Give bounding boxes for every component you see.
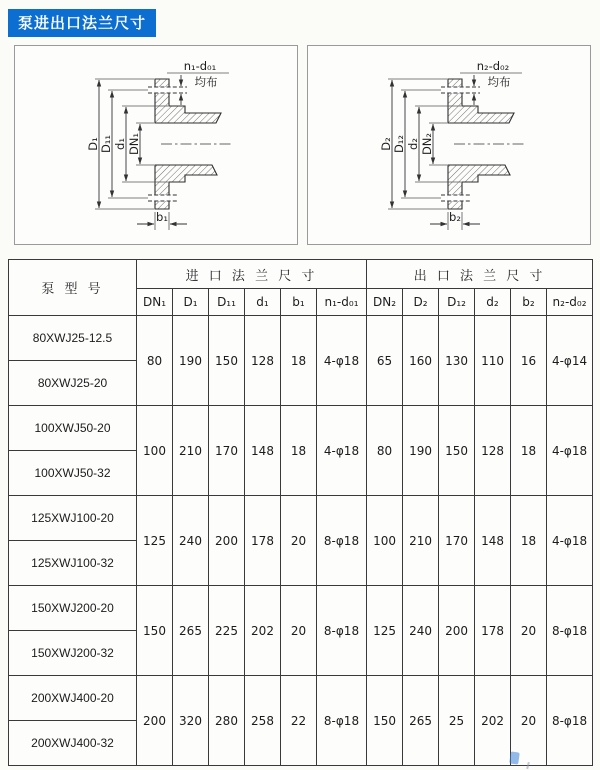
value-cell: 100 [367, 496, 403, 586]
value-cell: 65 [367, 316, 403, 406]
value-cell: 202 [245, 586, 281, 676]
inlet-diagram-box [14, 45, 298, 245]
label-outer-diameter: D₁ [86, 137, 100, 151]
diagram-row [14, 45, 592, 245]
value-cell: 210 [173, 406, 209, 496]
flange-section [441, 79, 524, 209]
table-row [9, 406, 593, 451]
value-cell: 8-φ18 [317, 496, 367, 586]
flange-section [148, 79, 231, 209]
value-cell: 200 [137, 676, 173, 766]
value-cell: 8-φ18 [317, 676, 367, 766]
label-bore-diameter: DN₁ [127, 132, 141, 156]
value-cell: 280 [209, 676, 245, 766]
value-cell: 8-φ18 [317, 586, 367, 676]
model-cell: 200XWJ400-20 [9, 676, 137, 721]
value-cell: 16 [511, 316, 547, 406]
model-cell: 125XWJ100-32 [9, 541, 137, 586]
table-row [9, 676, 593, 721]
value-cell: 150 [137, 586, 173, 676]
bolt-hole-top [154, 87, 169, 93]
column-header: b₂ [511, 289, 547, 316]
label-bolt-circle-diameter: D₁₁ [99, 134, 113, 154]
value-cell: 265 [173, 586, 209, 676]
value-cell: 150 [209, 316, 245, 406]
value-cell: 18 [281, 406, 317, 496]
scan-watermark [509, 751, 520, 764]
column-header: d₂ [475, 289, 511, 316]
label-thickness: b₁ [156, 210, 168, 224]
value-cell: 200 [209, 496, 245, 586]
value-cell: 170 [209, 406, 245, 496]
value-cell: 20 [511, 586, 547, 676]
page-title: 泵进出口法兰尺寸 [8, 9, 156, 37]
column-header: d₁ [245, 289, 281, 316]
value-cell: 320 [173, 676, 209, 766]
flange-dimension-table [8, 259, 593, 766]
value-cell: 8-φ18 [547, 586, 593, 676]
label-spacing-note: 均布 [487, 75, 511, 89]
value-cell: 128 [245, 316, 281, 406]
value-cell: 130 [439, 316, 475, 406]
flange-table-body [9, 316, 593, 766]
value-cell: 4-φ14 [547, 316, 593, 406]
model-cell: 125XWJ100-20 [9, 496, 137, 541]
model-cell: 200XWJ400-32 [9, 721, 137, 766]
value-cell: 25 [439, 676, 475, 766]
value-cell: 18 [511, 496, 547, 586]
value-cell: 4-φ18 [547, 406, 593, 496]
bolt-hole-bottom [447, 195, 462, 201]
model-cell: 100XWJ50-20 [9, 406, 137, 451]
column-header: DN₂ [367, 289, 403, 316]
model-cell: 150XWJ200-32 [9, 631, 137, 676]
value-cell: 265 [403, 676, 439, 766]
label-bolt-circle-diameter: D₁₂ [392, 134, 406, 154]
value-cell: 170 [439, 496, 475, 586]
value-cell: 150 [439, 406, 475, 496]
outlet-group-header: 出 口 法 兰 尺 寸 [367, 260, 593, 289]
column-header: n₂-d₀₂ [547, 289, 593, 316]
value-cell: 8-φ18 [547, 676, 593, 766]
column-header: b₁ [281, 289, 317, 316]
model-cell: 100XWJ50-32 [9, 451, 137, 496]
table-row [9, 586, 593, 631]
value-cell: 22 [281, 676, 317, 766]
value-cell: 20 [281, 586, 317, 676]
value-cell: 4-φ18 [317, 406, 367, 496]
table-row [9, 316, 593, 361]
dimension-labels [86, 59, 218, 224]
value-cell: 190 [173, 316, 209, 406]
column-header: D₁₁ [209, 289, 245, 316]
label-thickness: b₂ [449, 210, 461, 224]
bolt-hole-bottom [154, 195, 169, 201]
model-column-header: 泵 型 号 [9, 260, 137, 316]
value-cell: 148 [245, 406, 281, 496]
label-bolt-holes: n₂-d₀₂ [476, 59, 510, 73]
flange-diagram-inlet [15, 46, 297, 244]
model-cell: 80XWJ25-12.5 [9, 316, 137, 361]
value-cell: 80 [137, 316, 173, 406]
label-bolt-holes: n₁-d₀₁ [183, 59, 217, 73]
label-outer-diameter: D₂ [379, 137, 393, 151]
column-header: n₁-d₀₁ [317, 289, 367, 316]
value-cell: 100 [137, 406, 173, 496]
value-cell: 20 [281, 496, 317, 586]
bolt-hole-top [447, 87, 462, 93]
model-cell: 150XWJ200-20 [9, 586, 137, 631]
value-cell: 80 [367, 406, 403, 496]
column-header: DN₁ [137, 289, 173, 316]
value-cell: 178 [475, 586, 511, 676]
label-bore-diameter: DN₂ [420, 132, 434, 156]
value-cell: 258 [245, 676, 281, 766]
table-header-row [9, 260, 593, 289]
label-face-diameter: d₂ [406, 138, 420, 150]
value-cell: 200 [439, 586, 475, 676]
value-cell: 150 [367, 676, 403, 766]
value-cell: 4-φ18 [547, 496, 593, 586]
value-cell: 128 [475, 406, 511, 496]
column-header: D₁ [173, 289, 209, 316]
value-cell: 225 [209, 586, 245, 676]
label-spacing-note: 均布 [194, 75, 218, 89]
model-cell: 80XWJ25-20 [9, 361, 137, 406]
value-cell: 190 [403, 406, 439, 496]
table-row [9, 496, 593, 541]
value-cell: 110 [475, 316, 511, 406]
value-cell: 125 [367, 586, 403, 676]
value-cell: 18 [281, 316, 317, 406]
value-cell: 148 [475, 496, 511, 586]
value-cell: 210 [403, 496, 439, 586]
value-cell: 125 [137, 496, 173, 586]
value-cell: 18 [511, 406, 547, 496]
value-cell: 160 [403, 316, 439, 406]
value-cell: 202 [475, 676, 511, 766]
value-cell: 20 [511, 676, 547, 766]
column-header: D₂ [403, 289, 439, 316]
label-face-diameter: d₁ [113, 138, 127, 150]
flange-diagram-outlet [308, 46, 590, 244]
value-cell: 240 [173, 496, 209, 586]
inlet-group-header: 进 口 法 兰 尺 寸 [137, 260, 367, 289]
outlet-diagram-box [307, 45, 591, 245]
value-cell: 178 [245, 496, 281, 586]
column-header: D₁₂ [439, 289, 475, 316]
value-cell: 240 [403, 586, 439, 676]
value-cell: 4-φ18 [317, 316, 367, 406]
dimension-labels [379, 59, 511, 224]
